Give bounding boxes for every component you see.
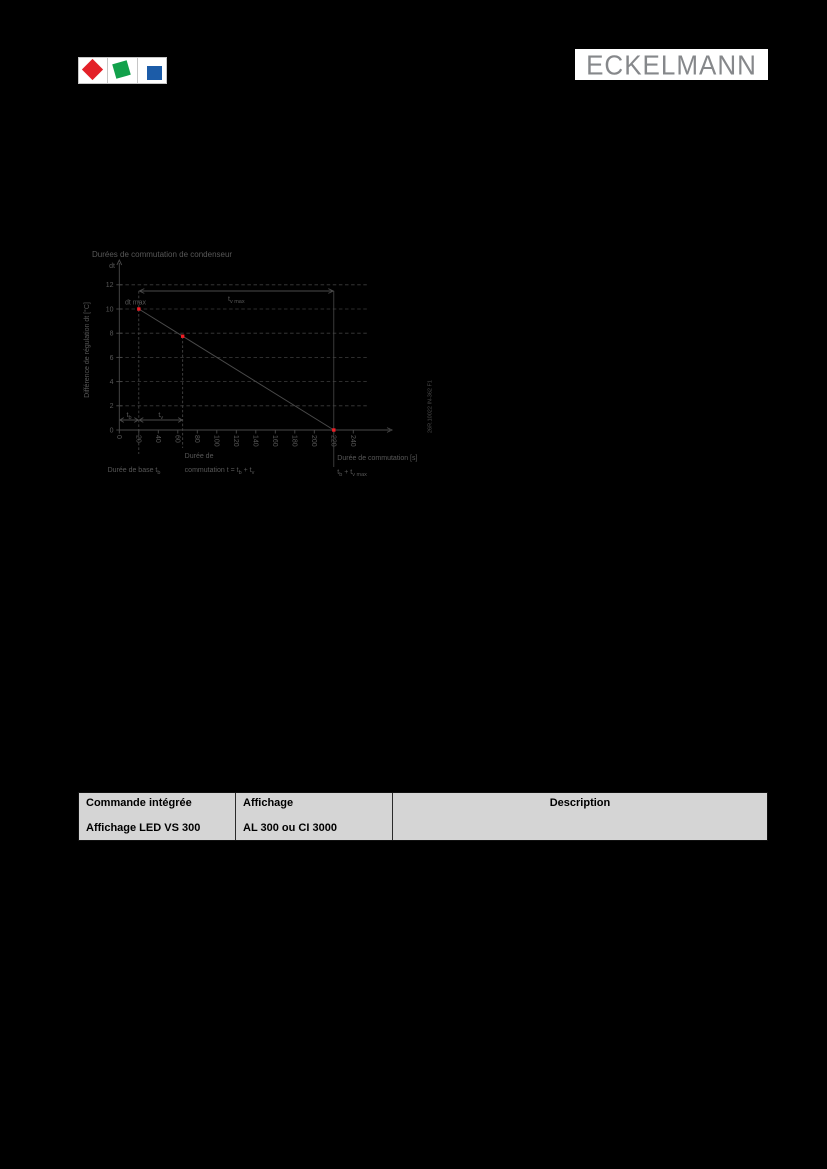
red-diamond-icon [82,59,103,80]
svg-text:tb + tv max: $t_b + t_{v max}$ [337,469,367,478]
logo-cell [108,58,137,83]
svg-text:commutation t = tb + tv: commutation $t = t_b + t_v$ [184,467,255,476]
table-cell-description [393,793,767,840]
svg-text:0: 0 [114,435,122,439]
svg-text:160: 160 [270,435,278,447]
svg-text:tv max: $t_{v max}$ [227,296,245,305]
svg-text:4: 4 [109,379,114,386]
svg-text:200: 200 [309,435,317,447]
condenser-chart [80,243,440,483]
svg-text:Durées de commutation de conde: Durées de commutation de condenseur [92,250,233,259]
svg-text:2: 2 [109,403,114,411]
logo-cell [138,58,166,83]
svg-text:Durée de: Durée de [184,453,214,460]
svg-text:dt max: dt max [125,299,147,307]
svg-text:tb: $t_b$ [126,412,132,421]
col-subheader-commande: Affichage LED VS 300 [86,822,201,834]
condenser-chart-svg [80,243,440,483]
col-subheader-affichage: AL 300 ou CI 3000 [243,822,337,834]
svg-text:12: 12 [105,282,114,290]
svg-text:Différence de régulation dt [°: Différence de régulation dt [°C] [84,302,91,398]
brand-text: ECKELMANN [586,48,757,81]
svg-text:80: 80 [192,435,200,443]
svg-text:60: 60 [173,435,181,443]
svg-text:240: 240 [348,435,356,447]
svg-text:Durée de base tb: Durée de base $t_b$ [107,467,161,476]
svg-text:120: 120 [231,435,239,447]
svg-text:tv: $t_v$ [158,412,164,421]
svg-text:140: 140 [251,435,259,447]
svg-text:10: 10 [105,306,114,314]
svg-text:Durée de commutation [s]: Durée de commutation [s] [337,455,418,462]
blue-square-icon [147,66,162,80]
svg-text:40: 40 [153,435,161,443]
svg-text:dt: dt [109,263,115,270]
svg-text:0: 0 [109,427,114,435]
svg-text:20: 20 [134,435,142,443]
table-cell-affichage [236,793,393,840]
col-header-description: Description [549,797,611,809]
svg-text:8: 8 [109,330,114,338]
company-logo-icon [78,57,167,84]
col-header-commande: Commande intégrée [86,797,192,809]
brand-logo [575,49,768,80]
svg-text:6: 6 [109,354,114,362]
green-square-icon [113,60,132,79]
logo-cell [79,58,108,83]
spec-table [78,792,768,841]
col-header-affichage: Affichage [243,797,294,809]
svg-text:26R.10022 IN-362 F1: 26R.10022 IN-362 F1 [427,380,434,433]
table-cell-commande [79,793,236,840]
svg-text:100: 100 [212,435,220,447]
svg-text:220: 220 [329,435,337,447]
svg-text:180: 180 [290,435,298,447]
